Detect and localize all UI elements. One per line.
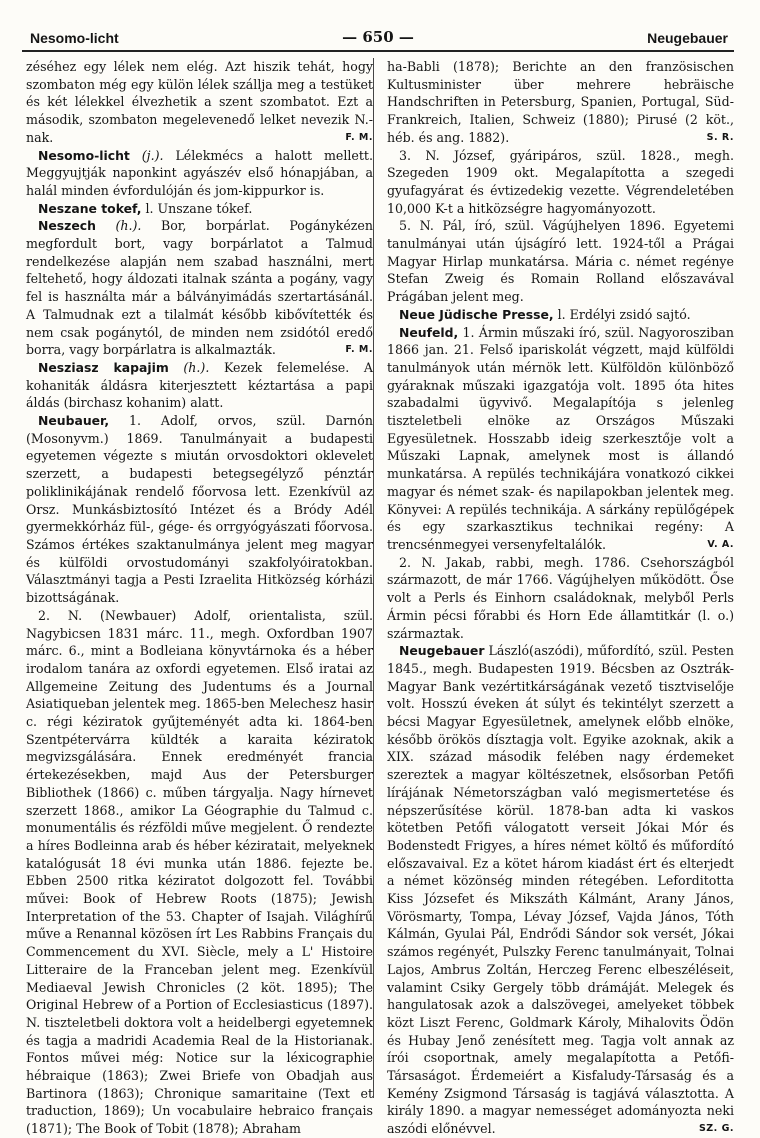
entry-headword: Neue Jüdische Presse, xyxy=(399,306,554,322)
entry-neufeld: Neufeld, 1. Ármin műszaki író, szül. Nagyorosziban 1866 jan. 21. Felső ipariskolát végzett, majd külföldi tanulmányok után mérnök lett. Külföldön különböző gyáraknak műszaki igazgatója volt. 1895 óta hites szabadalmi ügyvivő. Megalapítója s jelenleg tiszteletbeli elnöke az Országos Műszaki Egyesületnek. Hosszabb ideig szerkesztője volt a Műszaki Lapnak, amelynek most is állandó munkatársa. A repülés technikájára vonatkozó cikkei magyar és német szak- és napilapokban jelentek meg. Könyvei: A repülés technikája. A sárkány repülőgépek és egy szarkasztikus technikai regény: A trencsénmegyei versenyfeltalálók. V. A. xyxy=(387,324,734,552)
entry-neszech: Neszech (h.). Bor, borpárlat. Pogánykézen megfordult bort, vagy borpárlatot a Talmud rendelkezése alapján nem szabad használni, mert feltehető, hogy áldozati italnak szánta a pogány, vagy fel is használta már a bálványimádás szertartásánál. A Talmudnak ezt a tilalmát később kibővítették és nem csak pogánytól, de minden nem zsidótól eredő borra, vagy borpárlatra is alkalmazták. F. M. xyxy=(26,218,373,358)
entry-headword: Nesomo-licht xyxy=(38,147,130,163)
header-right-keyword: Neugebauer xyxy=(647,30,728,46)
entry-neubauer-adolf-2: 2. N. (Newbauer) Adolf, orientalista, szül. Nagybicsen 1831 márc. 11., megh. Oxfordban 1907 márc. 6., mint a Bodleiana könyvtárnoka és a héber irodalom tanára az oxfordi egyetemen. Első iratai az Allgemeine Zeitung des Judentums és a Journal Asiatiqueban jelentek meg. 1865-ben Melechesz hasir c. régi kéziratok gyűjteményét adta ki. 1864-ben Szentpétervárra küldték a karaita kéziratok megvizsgálására. Ennek eredményét francia értekezésekben, majd Aus der Petersburger Bibliothek (1866) c. műben tárgyalja. Nagy hírnevet szerzett 1868., amikor La Géographie du Talmud c. monumentális és rézföldi műve megjelent. Ő rendezte a híres Bodleinna arab és héber kéziratait, melyeknek katalógusát 18 évi munka után 1886. fejezte be. Ebben 2500 ritka kéziratot dolgozott fel. További művei: Book of Hebrew Roots (1875); Jewish Interpretation of the 53. Chapter of Isajah. Világhírű műve a Renannal közösen írt Les Rabbins Français du Commencement du XVI. Siècle, mely a L' Histoire Litteraire de la Franceban jelent meg. Ezenkívül Mediaeval Jewish Chronicles (2 köt. 1895); The Original Hebrew of a Portion of Ecclesiasticus (1897). N. tiszteletbeli doktora volt a heidelbergi egyetemnek és tagja a madridi Academia Real de la Historianak. Fontos művei még: Notice sur la léxicographie hébraique (1863); Zwei Briefe von Obadjah aus Bartinora (1863); Chronique samaritaine (Text et traduction, 1869); Un vocabulaire hebraico français (1871); The Book of Tobit (1878); Abraham xyxy=(26,607,373,1137)
entry-neszane-tokef: Neszane tokef, l. Unszane tókef. xyxy=(38,200,253,216)
entry-neufeld-jakab: 2. N. Jakab, rabbi, megh. 1786. Csehországból származott, de már 1766. Vágújhelyen működött. Őse volt a Perls és Einhorn családoknak, melyből Perls Ármin pécsi főrabbi és Horn Ede államtitkár (l. o.) származtak. xyxy=(387,554,734,641)
entry-headword: Neszane tokef, xyxy=(38,200,142,216)
header-left-keyword: Nesomo-licht xyxy=(30,30,119,46)
author-signature: SZ. G. xyxy=(698,1123,734,1135)
entry-nesziasz-kapajim: Nesziasz kapajim (h.). Kezek felemelése. A kohaniták áldásra kiterjesztett kéztartása a papi áldás (birchasz kohanim) alatt. xyxy=(26,359,373,411)
entry-neubauer: Neubauer, 1. Adolf, orvos, szül. Darnón (Mosonyvm.) 1869. Tanulmányait a budapesti egyetemen végezte s miután orvosdoktori oklevelet szerzett, a budapesti betegsegélyző pénztár poliklinikájának rendelő főorvosa lett. Ezenkívül az Orsz. Munkásbiztosító Intézet és a Bródy Adél gyermekkórház fül-, gége- és orrgyógyászati főorvosa. Számos értékes szaktanulmánya jelent meg magyar és külföldi orvostudományi szakfolyóiratokban. Választmányi tagja a Pesti Izraelita Hitközség kórházi bizottságának. xyxy=(26,413,373,606)
entry-headword: Neugebauer xyxy=(399,643,485,659)
entry-headword: Neufeld, xyxy=(399,324,459,340)
entry-headword: Nesziasz kapajim xyxy=(38,359,169,375)
entry-neugebauer: Neugebauer László(aszódi), műfordító, szül. Pesten 1845., megh. Budapesten 1919. Bécsben az Osztrák-Magyar Bank vezértitkárságának vezető tisztviselője volt. Hosszú éveken át súlyt és tekintélyt szerzett a bécsi Magyar Egyesületnek, amelynek előbb elnöke, később örökös dísztagja volt. Egyike azoknak, akik a XIX. század második felében nagy érdemeket szereztek a magyar költészetnek, elsősorban Petőfi lírájának Németországban való megismertetése és népszerűsítése körül. 1878-ban adta ki vaskos kötetben Petőfi válogatott verseit Jókai Mór és Bodenstedt Frigyes, a híres német költő és műfordító előszavaival. Ez a kötet három kiadást ért és elterjedt a német közönség minden rétegében. Leforditotta Kiss Józsefet és Mikszáth Kálmánt, Arany János, Vörösmarty, Tompa, Lévay József, Vajda János, Tóth Kálmán, Gyulai Pál, Endrődi Sándor sok versét, Jókai számos regényét, Pulszky Ferenc tanulmányait, Tolnai Lajos, Ambrus Zoltán, Herczeg Ferenc elbeszéléseit, valamint Csiky Gergely több drámáját. Melegek és hangulatosak azok a dalszövegei, amelyeket többek közt Liszt Ferenc, Goldmark Károly, Mihalovits Ödön és Hubay Jenő zenésített meg. Tagja volt annak az írói csoportnak, amely megalapította a Petőfi-Társaságot. Érdemeiért a Kisfaludy-Társaság és a Kemény Zsigmond Társaság is tagjává választotta. A király 1890. a magyar nemességet adományozta neki aszódi előnévvel. SZ. G. xyxy=(387,643,734,1137)
entry-neue-judische-presse: Neue Jüdische Presse, l. Erdélyi zsidó sajtó. xyxy=(399,306,691,322)
entry-continuation: zéséhez egy lélek nem elég. Azt hiszik tehát, hogy szombaton még egy külön lélek szállja meg a testüket és két lélekkel élvezhetik a szent szombatot. Ezt a második, szombaton megelevenedő lelket nevezik N.-nak. F. M. xyxy=(26,59,373,145)
author-signature: V. A. xyxy=(707,538,734,550)
text-columns xyxy=(26,58,734,1137)
entry-nesomo-licht: Nesomo-licht (j.). Lélekmécs a halott mellett. Meggyujtják naponkint agyászév első hónapjában, a halál minden évfordulóján és jom-kippurkor is. xyxy=(26,147,373,198)
entry-continuation: ha-Babli (1878); Berichte an den französischen Kultusminister über mehrere hebräische Handschriften in Petersburg, Spanien, Portugal, Süd-Frankreich, Italien, Schweiz (1880); Pirusé (2 köt., héb. és ang. 1882). S. R. xyxy=(387,59,734,145)
right-column xyxy=(387,58,734,1137)
entry-neubauer-pal: 5. N. Pál, író, szül. Vágújhelyen 1896. Egyetemi tanulmányai után újságíró lett. 1924-től a Prágai Magyar Hirlap munkatársa. Mária c. német regénye Stefan Zweig és Romain Rolland előszavával Prágában jelent meg. xyxy=(387,218,734,305)
left-column xyxy=(26,58,373,1137)
entry-neubauer-jozsef: 3. N. József, gyáripáros, szül. 1828., megh. Szegeden 1909 okt. Megalapította a szegedi gyufagyárat és évtizedekig vezette. Végrendeletében 10,000 K-t a hitközségre hagyományozott. xyxy=(387,147,734,216)
page-header xyxy=(22,22,734,44)
entry-headword: Neszech xyxy=(38,218,96,234)
entry-headword: Neubauer, xyxy=(38,413,110,429)
page-number: — 650 — xyxy=(342,28,414,46)
author-signature: F. M. xyxy=(345,344,373,356)
author-signature: F. M. xyxy=(345,131,373,143)
header-rule xyxy=(22,50,734,52)
author-signature: S. R. xyxy=(706,131,734,143)
